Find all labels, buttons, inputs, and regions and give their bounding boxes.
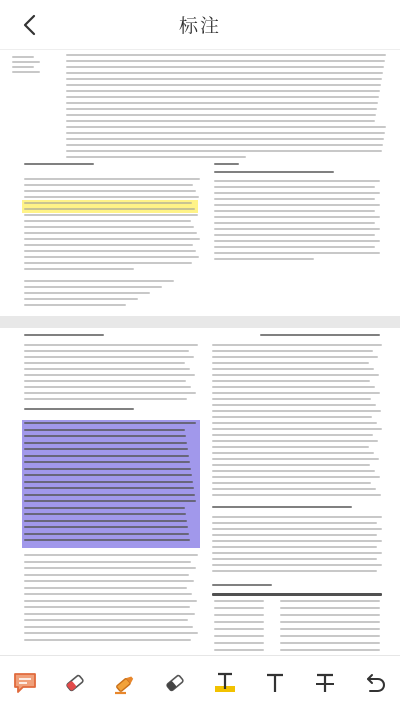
document-text-line [212,516,382,518]
document-text-line [24,567,196,569]
document-text-line [214,171,334,173]
chevron-left-icon [22,14,36,36]
strikethrough-tool-button[interactable] [308,666,342,700]
document-text-line [24,533,189,535]
document-text-line [212,440,378,442]
eraser-icon [62,670,88,696]
document-text-line [66,114,376,116]
eraser-white-icon [162,670,188,696]
document-text-line [66,60,385,62]
document-text-line [24,268,134,270]
document-text-line [24,344,198,346]
document-text-line [212,368,374,370]
document-text-line [24,368,190,370]
purple-highlight[interactable] [22,420,200,548]
document-text-line [24,513,186,515]
document-text-line [214,252,380,254]
page-title: 标注 [178,16,221,37]
document-text-line [214,210,375,212]
document-text-line [66,84,381,86]
document-text-line [66,78,382,80]
document-page-2 [0,328,400,655]
document-text-line [24,250,196,252]
undo-icon [362,670,388,696]
highlighter-icon [112,670,138,696]
document-text-line [66,102,378,104]
document-text-line [24,468,191,470]
document-text-line [24,613,195,615]
document-text-line [214,180,380,182]
document-text-line [66,126,386,128]
document-text-line [212,446,369,448]
document-text-line [24,386,191,388]
document-text-line [24,619,188,621]
document-text-line [212,398,371,400]
document-text-line [214,635,264,637]
document-text-line [24,487,194,489]
document-text-line [24,208,195,210]
document-text-line [24,380,186,382]
document-text-line [212,470,375,472]
document-text-line [66,150,382,152]
document-text-line [24,593,192,595]
document-text-line [24,202,192,204]
document-text-line [24,561,191,563]
eraser-tool-button[interactable] [58,666,92,700]
undo-tool-button[interactable] [358,666,392,700]
document-text-line [214,246,375,248]
document-text-line [280,621,380,623]
document-text-line [212,356,378,358]
document-text-line [212,482,371,484]
document-text-line [212,422,377,424]
document-text-line [212,528,382,530]
document-text-line [24,429,185,431]
document-text-line [212,584,272,586]
document-text-line [280,628,380,630]
document-text-line [280,607,380,609]
document-text-line [214,228,380,230]
document-text-line [12,61,40,63]
document-text-line [212,428,382,430]
document-text-line [24,580,194,582]
document-text-line [24,304,126,306]
document-text-line [24,448,188,450]
document-text-line [24,256,199,258]
document-text-line [212,552,382,554]
document-text-line [212,464,370,466]
document-text-line [24,408,134,410]
document-text-line [214,216,380,218]
document-text-line [66,120,375,122]
document-text-line [214,649,264,651]
document-text-line [214,621,264,623]
document-text-line [24,184,193,186]
document-text-line [24,606,190,608]
document-text-line [24,455,189,457]
document-text-line [24,461,190,463]
document-text-line [24,422,196,424]
document-text-line [280,635,380,637]
document-text-line [66,132,385,134]
document-text-line [24,232,197,234]
document-text-line [214,234,375,236]
document-text-line [214,204,380,206]
document-text-line [24,435,186,437]
document-text-line [214,628,264,630]
document-text-line [280,642,380,644]
speech-bubble-icon [12,671,38,695]
annotation-toolbar [0,655,400,710]
document-text-line [24,626,193,628]
document-text-line [24,494,195,496]
document-text-line [212,570,377,572]
document-text-line [24,520,187,522]
document-text-line [24,481,193,483]
document-text-line [24,220,191,222]
document-text-line [212,564,382,566]
document-text-line [212,488,376,490]
document-text-line [212,534,377,536]
document-text-line [260,334,380,336]
document-text-line [24,298,138,300]
document-text-line [24,214,198,216]
document-text-line [212,362,369,364]
document-text-line [214,614,264,616]
document-text-line [214,198,375,200]
document-text-line [212,558,377,560]
document-text-line [66,90,380,92]
document-text-line [24,334,104,336]
document-text-line [212,350,373,352]
document-text-line [66,108,377,110]
white-eraser-tool-button[interactable] [158,666,192,700]
document-text-line [212,593,382,596]
document-text-line [24,526,188,528]
document-text-line [212,392,380,394]
document-text-line [212,386,375,388]
document-text-line [66,144,383,146]
document-page-1 [0,50,400,316]
document-text-line [24,554,198,556]
document-text-line [212,434,373,436]
document-text-line [24,190,196,192]
document-text-line [212,374,379,376]
document-text-line [24,442,187,444]
document-text-line [212,546,377,548]
document-text-line [24,262,192,264]
document-text-line [212,522,377,524]
text-highlight-icon [212,670,238,696]
document-viewer[interactable] [0,50,400,655]
document-text-line [24,632,198,634]
document-text-line [214,258,314,260]
document-text-line [24,196,199,198]
document-text-line [212,416,372,418]
document-text-line [24,362,185,364]
document-text-line [24,244,193,246]
document-text-line [24,286,162,288]
document-text-line [212,452,374,454]
back-button[interactable] [14,10,44,40]
document-text-line [24,474,192,476]
document-text-line [66,66,384,68]
document-text-line [24,500,196,502]
document-text-line [212,494,381,496]
document-text-line [214,607,264,609]
document-text-line [24,238,200,240]
document-text-line [66,156,246,158]
comment-tool-button[interactable] [8,666,42,700]
document-text-line [212,404,376,406]
document-text-line [24,539,190,541]
document-text-line [24,226,194,228]
document-text-line [24,507,185,509]
text-tool-button[interactable] [258,666,292,700]
document-text-line [212,506,352,508]
document-text-line [24,292,150,294]
document-text-line [214,222,375,224]
text-icon [262,670,288,696]
document-text-line [24,374,195,376]
document-text-line [214,642,264,644]
document-text-line [214,186,375,188]
document-text-line [24,639,191,641]
top-bar [0,0,400,50]
document-text-line [24,392,196,394]
document-text-line [212,344,382,346]
document-text-line [24,280,174,282]
document-text-line [24,587,187,589]
document-text-line [214,163,239,165]
document-text-line [280,600,380,602]
document-text-line [24,574,189,576]
document-text-line [280,614,380,616]
document-text-line [24,178,200,180]
document-text-line [280,649,380,651]
document-text-line [212,380,370,382]
document-text-line [12,71,40,73]
document-text-line [24,356,194,358]
document-text-line [214,192,380,194]
document-text-line [66,138,384,140]
document-text-line [24,398,187,400]
document-text-line [214,600,264,602]
document-text-line [24,163,94,165]
highlighter-tool-button[interactable] [108,666,142,700]
document-text-line [66,54,386,56]
document-text-line [214,240,380,242]
document-text-line [12,66,34,68]
document-text-line [66,72,383,74]
document-text-line [212,476,380,478]
document-text-line [66,96,379,98]
strikethrough-icon [312,670,338,696]
document-text-line [12,56,34,58]
document-text-line [24,350,189,352]
document-text-line [24,600,197,602]
document-text-line [212,410,381,412]
text-highlight-tool-button[interactable] [208,666,242,700]
document-text-line [212,540,382,542]
document-text-line [212,458,379,460]
